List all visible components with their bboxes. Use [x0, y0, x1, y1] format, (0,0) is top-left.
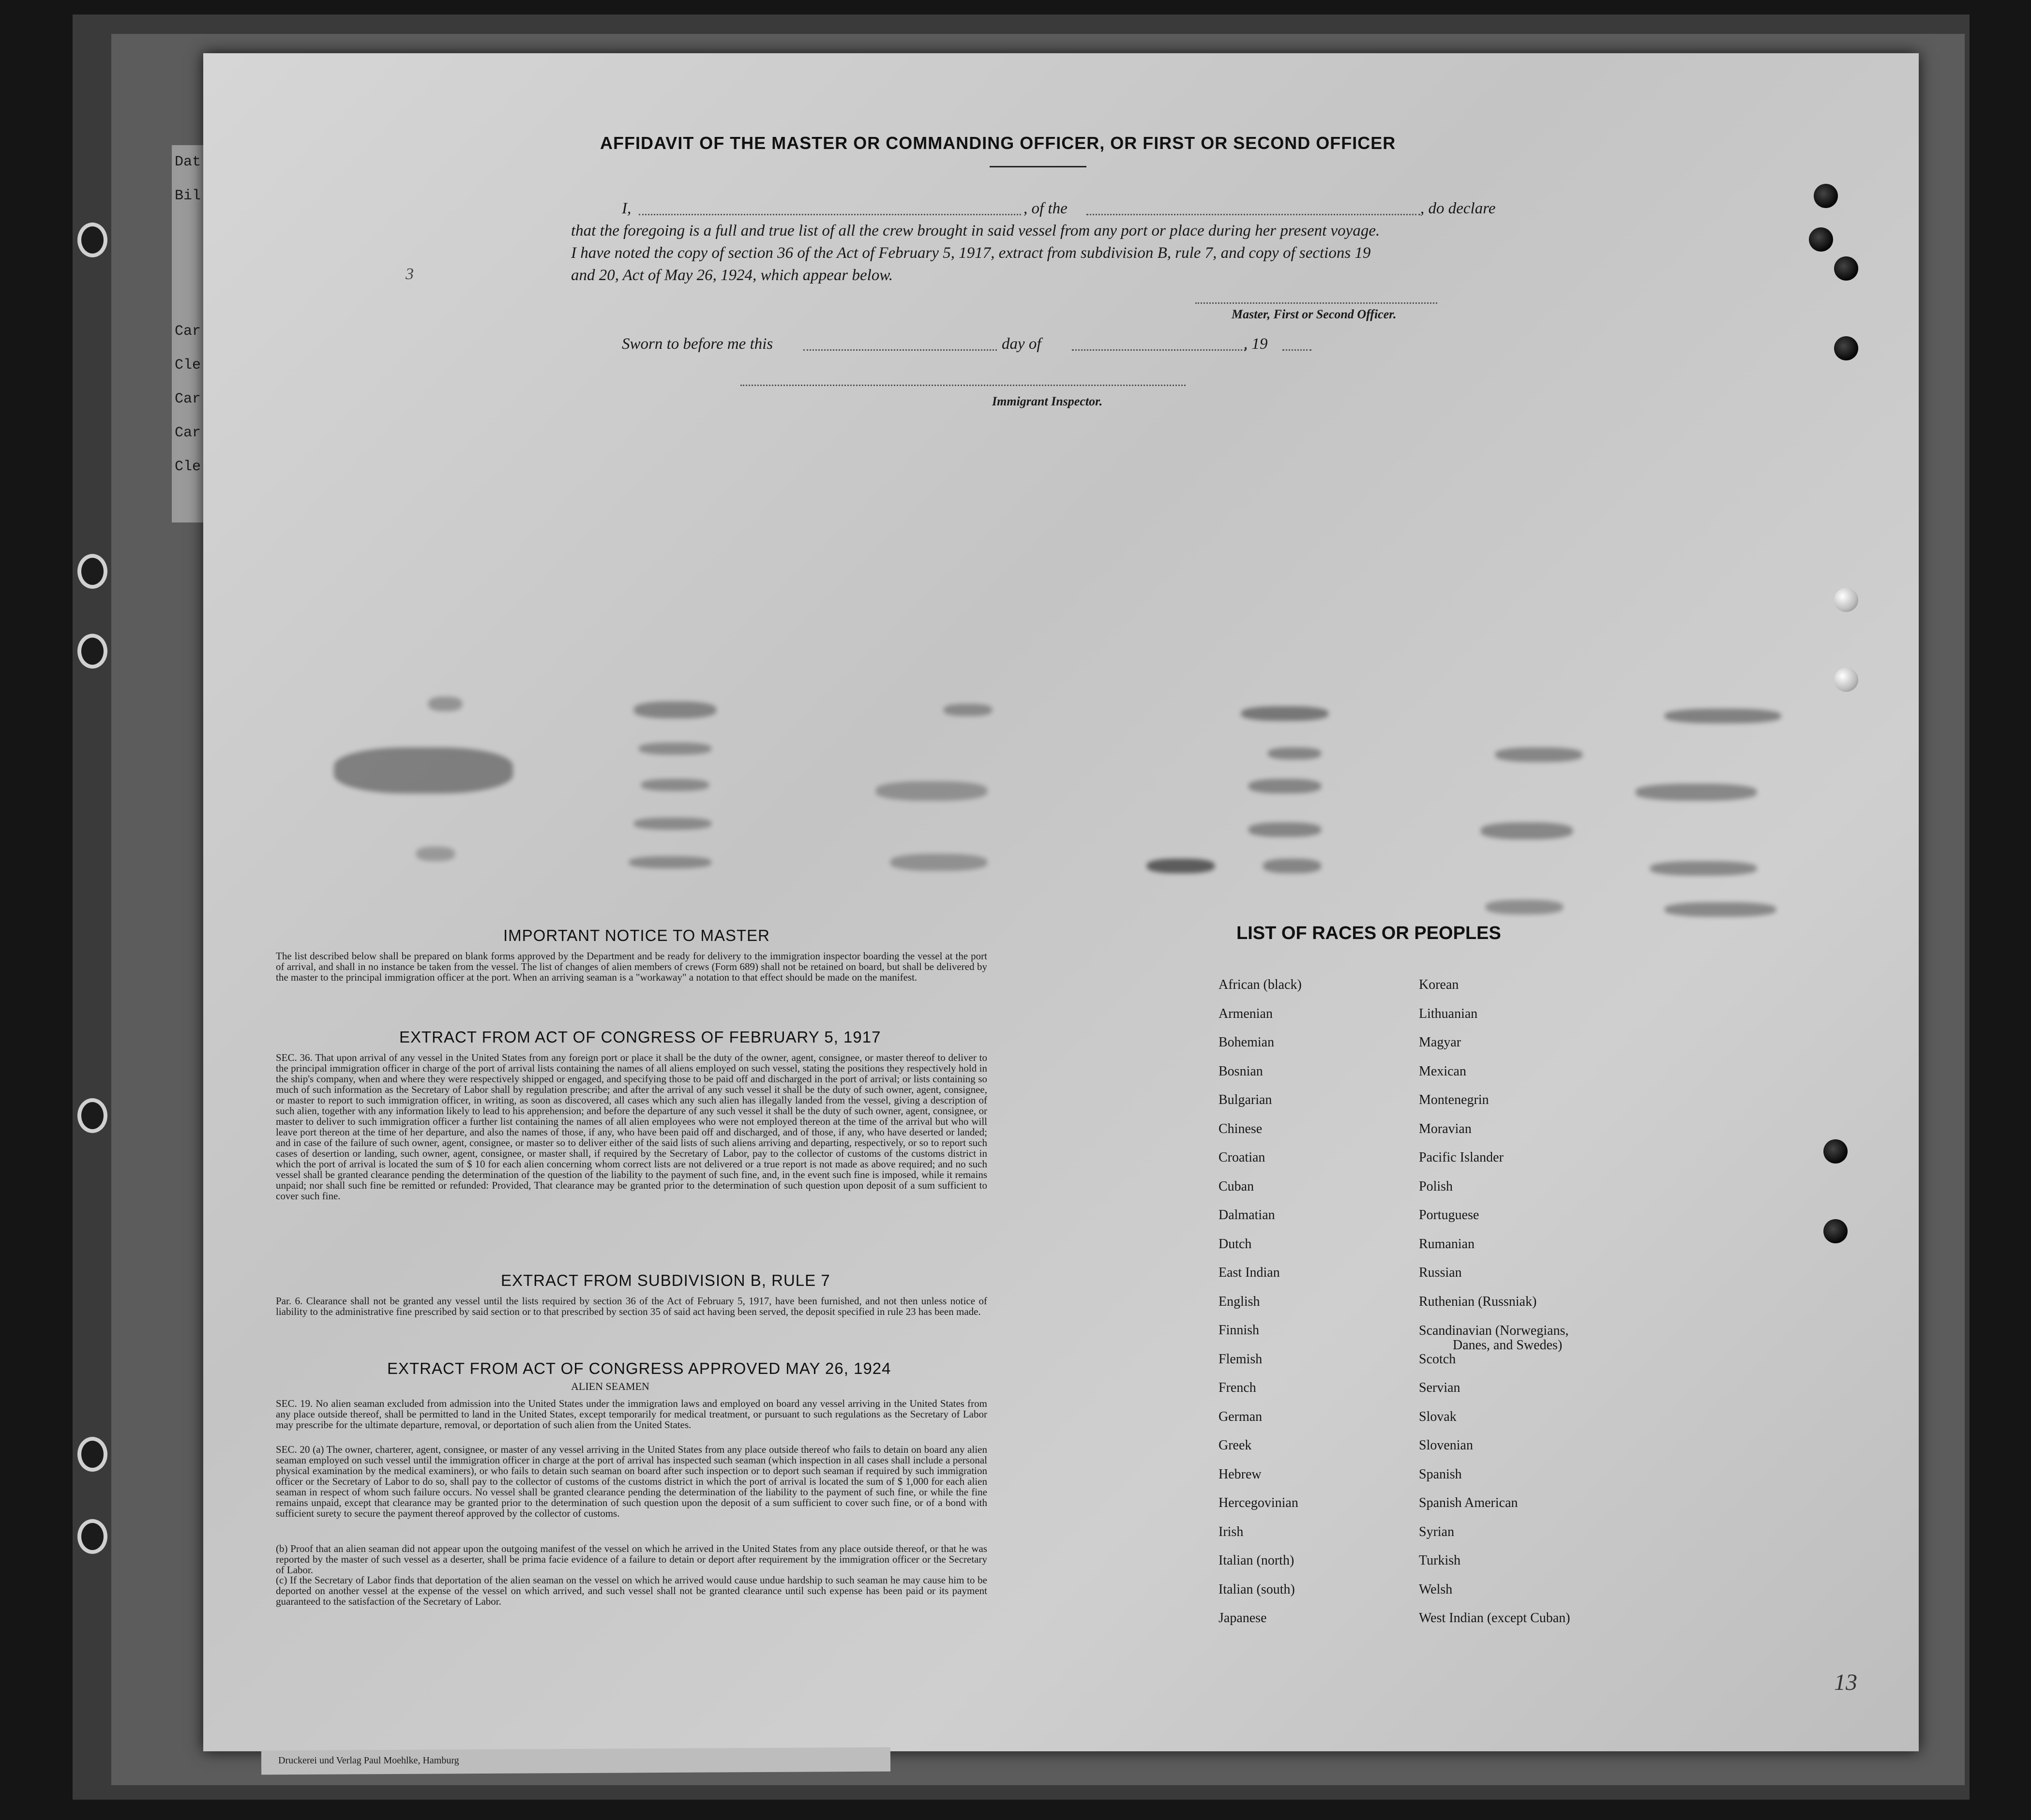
underlying-page-strip: [172, 145, 207, 522]
race-item: French: [1219, 1380, 1256, 1395]
race-item: Italian (north): [1219, 1553, 1294, 1568]
race-item: Pacific Islander: [1419, 1150, 1504, 1165]
affidavit-declare: , do declare: [1420, 200, 1496, 217]
sec19-text: SEC. 19. No alien seaman excluded from admission into the United States under the immigration laws and employed on board any vessel arriving in the United States from any place outside thereof, shall be permitted to land in the United States, except temporarily for medical treatment, or pursuant to such regulations as the Secretary of Labor may prescribe for the ultimate departure, removal, or deportation of such alien from the United States.: [276, 1398, 987, 1431]
race-item: African (black): [1219, 977, 1302, 992]
punch-hole: [1823, 1139, 1848, 1164]
strip-line: Cle: [175, 357, 201, 373]
sec20c-text: (c) If the Secretary of Labor finds that deportation of the alien seaman on the vessel on which he arrived would cause undue hardship to such seaman he may cause him to be deported on another vessel at the expense of the vessel on which arrived, and such vessel shall not be granted clearance until such expense has been paid or its payment guaranteed to the satisfaction of the Secretary of Labor.: [276, 1574, 987, 1607]
race-item: Servian: [1419, 1380, 1460, 1395]
sec20b-text: (b) Proof that an alien seaman did not appear upon the outgoing manifest of the vessel on which he arrived in the United States from any place outside thereof, or that he was reported by the master of such vessel as a deserter, shall be prima facie evidence of a failure to detain or deport after requirement by the immigration officer or the Secretary of Labor.: [276, 1543, 987, 1576]
sworn-month-blank: [1072, 349, 1246, 351]
race-item: Chinese: [1219, 1121, 1263, 1136]
race-item: Italian (south): [1219, 1581, 1295, 1597]
race-item: Armenian: [1219, 1006, 1273, 1021]
race-item: Flemish: [1219, 1351, 1263, 1367]
printer-imprint: Druckerei und Verlag Paul Moehlke, Hamburg: [278, 1755, 459, 1766]
race-item: Bosnian: [1219, 1063, 1263, 1079]
binder-hole: [77, 1519, 107, 1554]
race-item: Dutch: [1219, 1236, 1252, 1252]
year-prefix: , 19: [1244, 335, 1268, 353]
race-item: Irish: [1219, 1524, 1244, 1539]
races-title: LIST OF RACES OR PEOPLES: [1236, 923, 1501, 943]
race-item: German: [1219, 1409, 1263, 1424]
race-item: Portuguese: [1419, 1208, 1479, 1223]
affidavit-of-the: , of the: [1023, 200, 1068, 217]
binder-hole: [77, 1098, 107, 1133]
punch-hole: [1834, 588, 1858, 612]
affidavit-line4: and 20, Act of May 26, 1924, which appear below.: [571, 267, 893, 284]
binder-hole: [77, 223, 107, 257]
affidavit-line3: I have noted the copy of section 36 of the Act of February 5, 1917, extract from subdivision B, rule 7, and copy of sections 19: [571, 244, 1371, 262]
affidavit-line2: that the foregoing is a full and true list of all the crew brought in said vessel from any port or place during her present voyage.: [571, 222, 1380, 239]
vessel-blank: [1086, 214, 1420, 215]
affidavit-title: AFFIDAVIT OF THE MASTER OR COMMANDING OFFICER, OR FIRST OR SECOND OFFICER: [600, 133, 1396, 153]
binder-hole: [77, 634, 107, 669]
punch-hole: [1834, 668, 1858, 692]
strip-line: Bil: [175, 188, 201, 204]
race-item: Slovak: [1419, 1409, 1457, 1424]
race-item: Hercegovinian: [1219, 1495, 1298, 1510]
race-item: Moravian: [1419, 1121, 1472, 1136]
race-item: Slovenian: [1419, 1438, 1473, 1453]
race-item-line: Danes, and Swedes): [1453, 1338, 1563, 1353]
race-item: Ruthenian (Russniak): [1419, 1294, 1537, 1309]
race-item: Spanish: [1419, 1466, 1462, 1482]
punch-hole: [1814, 184, 1838, 208]
extract-1924-title: EXTRACT FROM ACT OF CONGRESS APPROVED MAY 26, 1924: [387, 1359, 891, 1377]
strip-line: Dat: [175, 154, 201, 170]
notice-title: IMPORTANT NOTICE TO MASTER: [503, 926, 770, 944]
strip-line: Cle: [175, 459, 201, 475]
punch-hole: [1834, 256, 1858, 281]
race-item: Spanish American: [1419, 1495, 1518, 1510]
affidavit-i: I,: [622, 200, 632, 217]
race-item: Russian: [1419, 1265, 1462, 1280]
sworn-day-blank: [803, 349, 997, 351]
race-item-line: Scandinavian (Norwegians,: [1419, 1323, 1569, 1338]
year-blank: [1282, 349, 1311, 351]
binder-hole: [77, 1437, 107, 1472]
strip-line: Car: [175, 391, 201, 407]
strip-line: Car: [175, 323, 201, 340]
sec20a-text: SEC. 20 (a) The owner, charterer, agent, consignee, or master of any vessel arriving in the United States from any place outside thereof who fails to detain on board any alien seaman employed on such vessel until the immigration officer in charge at the port of arrival has inspected such seaman (which inspection in all cases shall include a personal physical examination by the medical examiners), or who fails to detain such seaman on board after such inspection or to deport such seaman if required by such immigration officer or the Secretary of Labor to do so, shall pay to the collector of customs of the customs district in which the port of arrival is located the sum of $ 1,000 for each alien seaman in respect of whom such failure occurs. No vessel shall be granted clearance pending the determination of the liability to the payment of such fine, or while the fine remains unpaid, except that clearance may be granted prior to the determination of such question upon the deposit of a sum sufficient to cover such fine, or of a bond with sufficient surety to secure the payment thereof approved by the collector of customs.: [276, 1444, 987, 1519]
punch-hole: [1823, 1219, 1848, 1243]
inspector-line: [740, 385, 1186, 386]
race-item: Polish: [1419, 1179, 1453, 1194]
extract-1917-text: SEC. 36. That upon arrival of any vessel in the United States from any foreign port or place it shall be the duty of the owner, agent, consignee, or master thereof to deliver to the principal immigration officer in charge of the port of arrival lists containing the names of all aliens employed on such vessel, stating the positions they respectively hold in the ship's company, when and where they were respectively shipped or engaged, and specifying those to be paid off and discharged in the port of arrival; or lists containing so much of such information as the Secretary of Labor shall by regulation prescribe; and after the arrival of any such vessel it shall be the duty of such owner, agent, consignee, or master to report to such immigration officer, in writing, as soon as discovered, all cases which any such alien has illegally landed from the vessel, giving a description of such alien, together with any information likely to lead to his apprehension; and before the departure of any such vessel it shall be the duty of such owner, agent, consignee, or master to deliver to such immigration officer a further list containing the names of all alien employees who were not employed thereon at the time of the arrival but who will leave port thereon at the time of her departure, and also the names of those, if any, who have been paid off and discharged, and of those, if any, who have deserted or landed; and in case of the failure of such owner, agent, consignee, or master so to deliver either of the said lists of such aliens arriving and departing, respectively, or so to report such cases of desertion or landing, such owner, agent, consignee, or master shall, if required by the Secretary of Labor, pay to the collector of customs of the customs district in which the port of arrival is located the sum of $ 10 for each alien concerning whom correct lists are not delivered or a true report is not made as above required; and no such vessel shall be granted clearance pending the determination of the question of the liability to the payment of such fine, and, in the event such fine is imposed, while it remains unpaid; nor shall such fine be remitted or refunded: Provided, That clearance may be granted prior to the determination of such question upon deposit of a sum sufficient to cover such fine.: [276, 1052, 987, 1202]
race-item: West Indian (except Cuban): [1419, 1611, 1570, 1626]
race-item: Bulgarian: [1219, 1092, 1272, 1107]
day-of: day of: [1002, 335, 1041, 353]
race-item: Bohemian: [1219, 1035, 1275, 1050]
sworn-text: Sworn to before me this: [622, 335, 773, 353]
alien-seamen-subtitle: ALIEN SEAMEN: [571, 1380, 649, 1392]
extract-1917-title: EXTRACT FROM ACT OF CONGRESS OF FEBRUARY 5, 1917: [399, 1028, 881, 1046]
notice-text: The list described below shall be prepared on blank forms approved by the Department and be ready for delivery to the immigration inspector boarding the vessel at the port of arrival, and shall in no instance be taken from the vessel. The list of changes of alien members of crews (Form 689) shall not be retained on board, but shall be delivered by the master to the principal immigration officer at the port. When an arriving seaman is a "workaway" a notation to that effect should be made on the manifest.: [276, 950, 987, 983]
races-left-column: [1219, 978, 1302, 1641]
binder-hole: [77, 554, 107, 589]
race-item: Montenegrin: [1419, 1092, 1489, 1107]
race-item: [1419, 1324, 1570, 1353]
subdivision-b-text: Par. 6. Clearance shall not be granted any vessel until the lists required by section 36 of the Act of February 5, 1917, have been furnished, and not then unless notice of liability to the administrative fine prescribed by said section or to that prescribed by section 35 of said act having been served, the deposit specified in rule 23 has been made.: [276, 1295, 987, 1317]
race-item: Magyar: [1419, 1035, 1461, 1050]
race-item: English: [1219, 1294, 1260, 1309]
name-blank: [639, 214, 1021, 215]
race-item: Mexican: [1419, 1063, 1466, 1079]
race-item: Scotch: [1419, 1351, 1456, 1367]
race-item: Turkish: [1419, 1553, 1461, 1568]
strip-line: Car: [175, 425, 201, 441]
signature-label: Master, First or Second Officer.: [1232, 307, 1397, 321]
race-item: Greek: [1219, 1438, 1252, 1453]
pencil-mark: 3: [406, 265, 414, 283]
signature-line: [1195, 302, 1437, 304]
race-item: Lithuanian: [1419, 1006, 1478, 1021]
race-item: Syrian: [1419, 1524, 1455, 1539]
race-item: Welsh: [1419, 1581, 1453, 1597]
races-right-column: [1419, 978, 1570, 1641]
race-item: Rumanian: [1419, 1236, 1475, 1252]
punch-hole: [1809, 227, 1833, 252]
race-item: Hebrew: [1219, 1466, 1262, 1482]
race-item: Japanese: [1219, 1611, 1267, 1626]
race-item: East Indian: [1219, 1265, 1280, 1280]
race-item: Dalmatian: [1219, 1208, 1275, 1223]
subdivision-b-title: EXTRACT FROM SUBDIVISION B, RULE 7: [501, 1271, 830, 1289]
title-rule: [990, 166, 1086, 167]
race-item: Cuban: [1219, 1179, 1254, 1194]
race-item: Korean: [1419, 977, 1459, 992]
inspector-label: Immigrant Inspector.: [992, 394, 1103, 408]
race-item: Croatian: [1219, 1150, 1265, 1165]
race-item: Finnish: [1219, 1323, 1260, 1338]
punch-hole: [1834, 336, 1858, 360]
margin-number: 13: [1834, 1670, 1857, 1695]
